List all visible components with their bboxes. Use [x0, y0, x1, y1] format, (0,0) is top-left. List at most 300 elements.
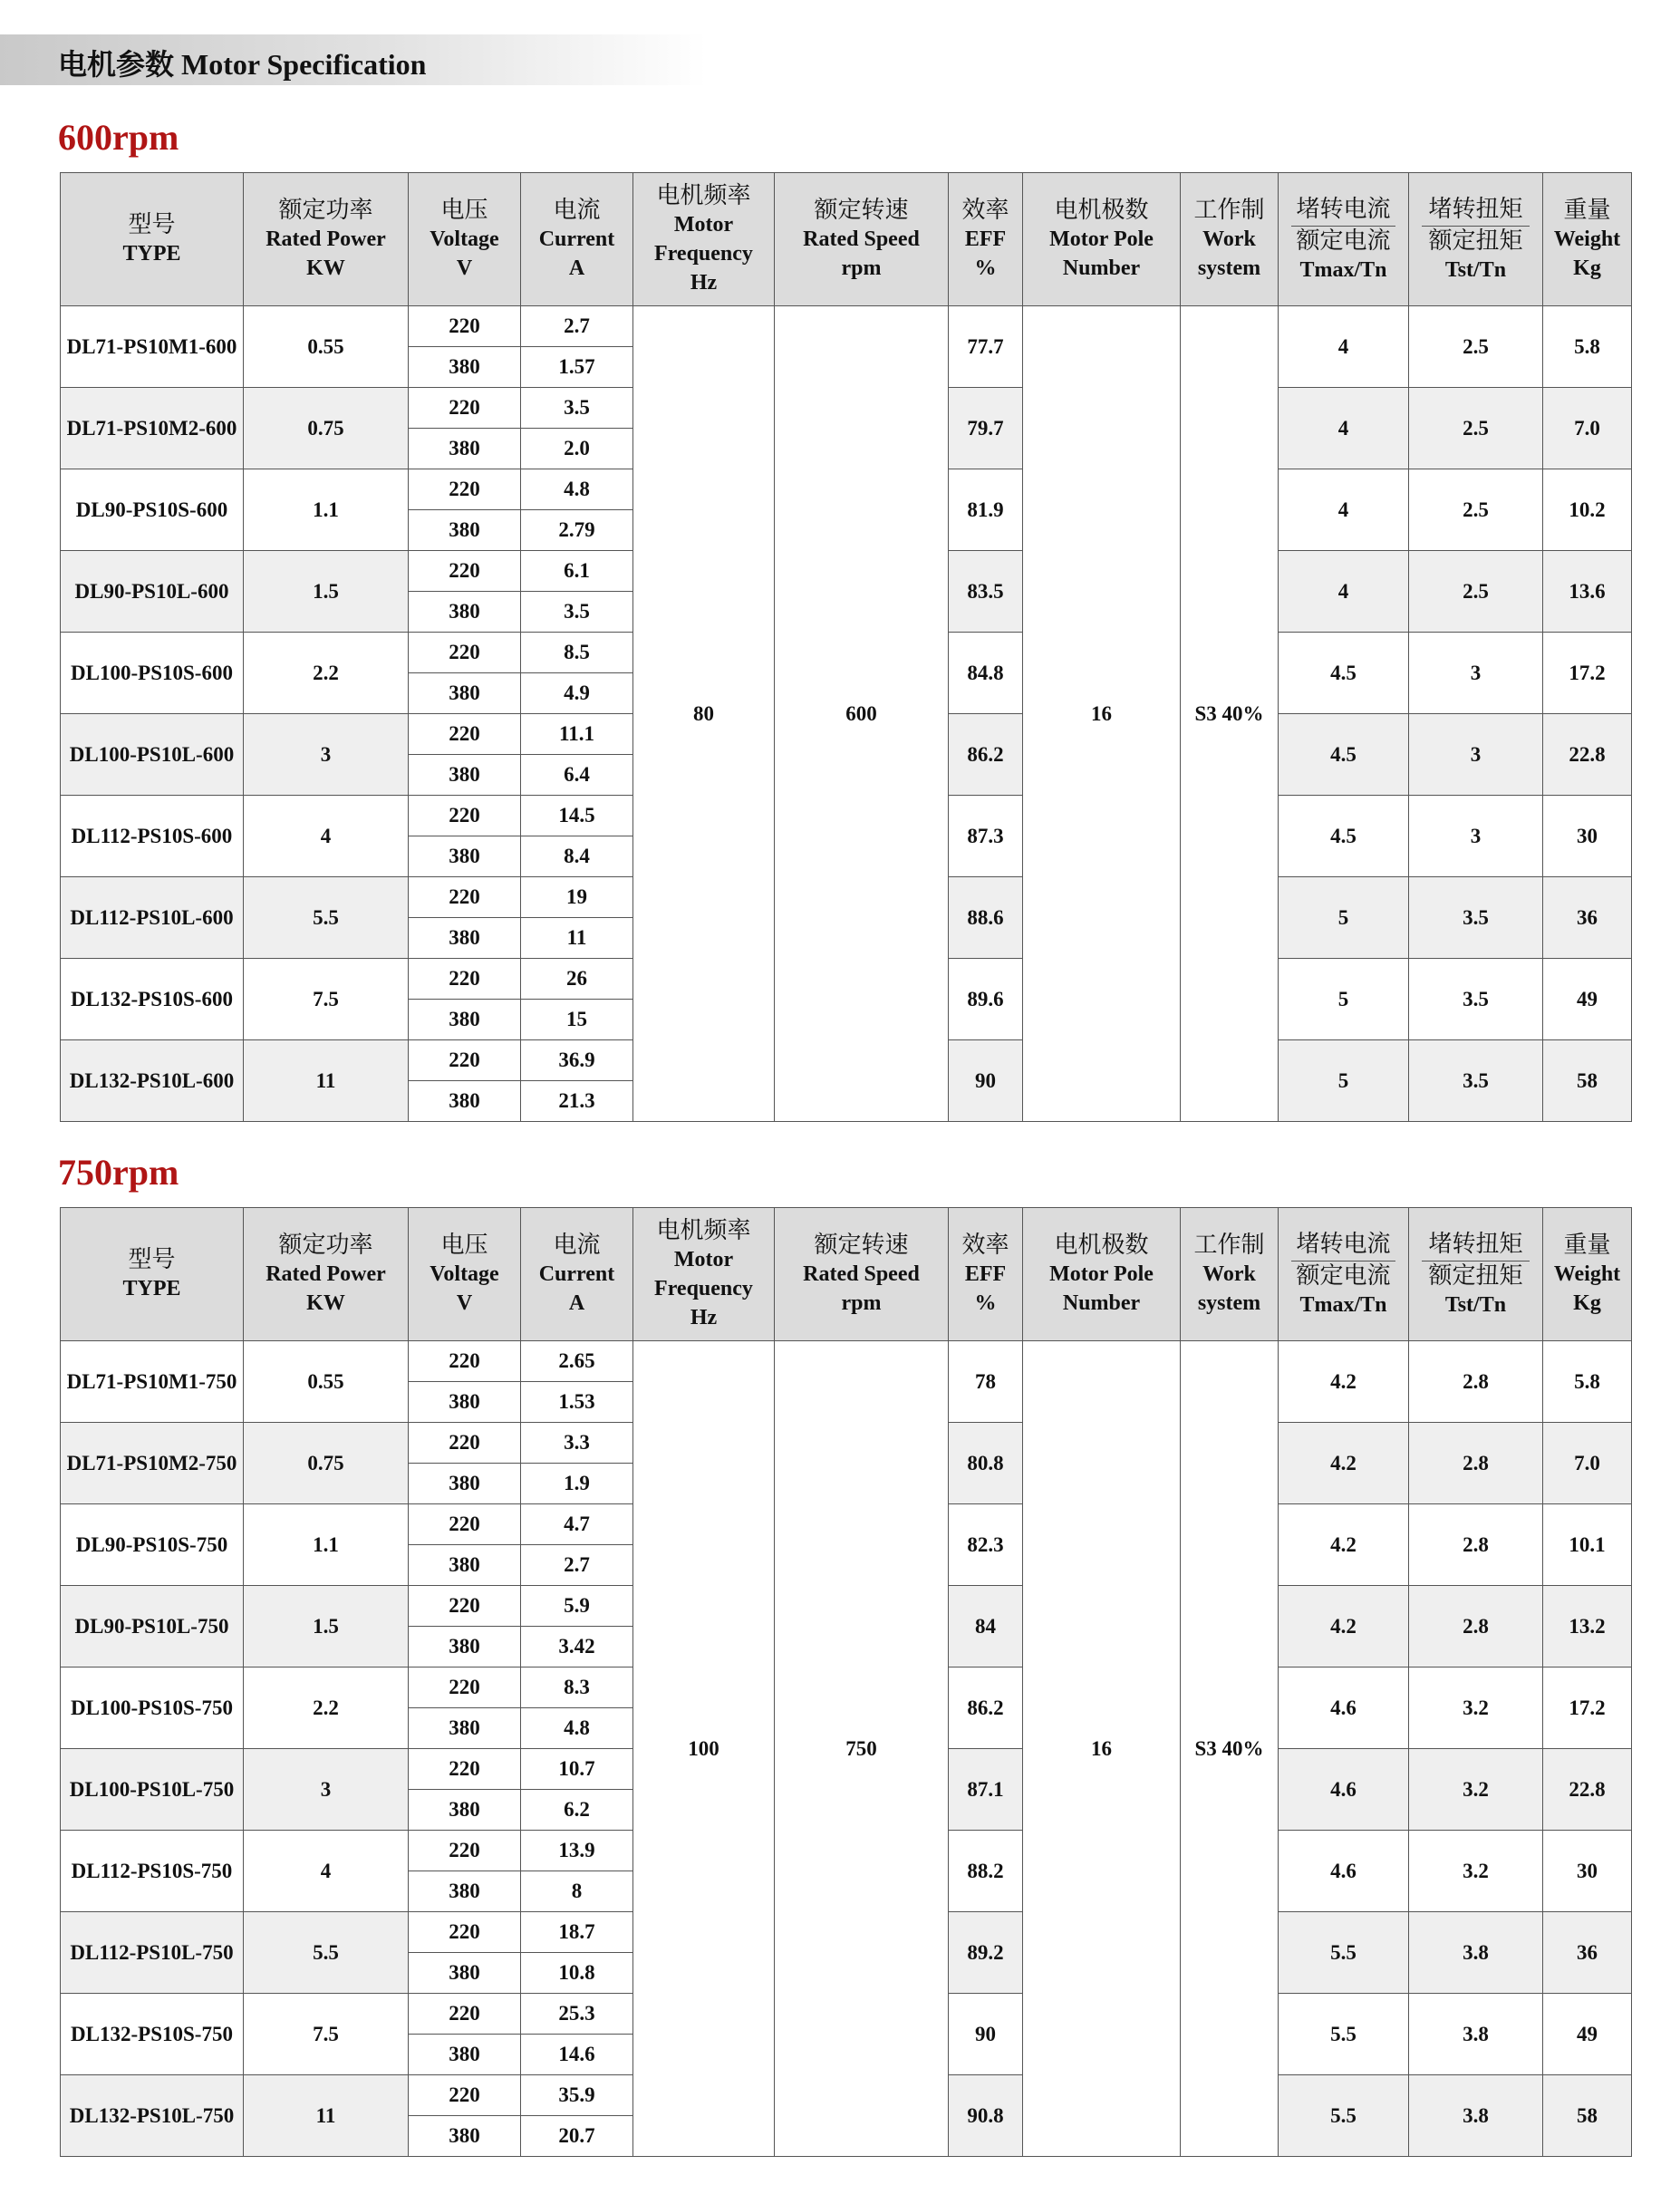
cell-efficiency: 88.6 [949, 877, 1023, 959]
page-header [0, 34, 707, 85]
col-header-motor-poles [1023, 1208, 1181, 1341]
cell-voltage: 220 [409, 1586, 521, 1627]
spec-table-600rpm [60, 172, 1632, 1122]
cell-current: 14.5 [521, 796, 633, 836]
col-header-type-line: TYPE [122, 1277, 181, 1300]
cell-current: 26 [521, 959, 633, 1000]
cell-rated-power: 1.1 [244, 469, 409, 551]
cell-tst-tn: 2.5 [1409, 551, 1543, 633]
cell-voltage: 220 [409, 1668, 521, 1708]
cell-voltage: 380 [409, 1545, 521, 1586]
cell-efficiency: 83.5 [949, 551, 1023, 633]
cell-rated-power: 2.2 [244, 1668, 409, 1749]
cell-weight: 7.0 [1543, 1423, 1632, 1504]
cell-efficiency: 82.3 [949, 1504, 1023, 1586]
cell-type: DL71-PS10M1-750 [61, 1341, 244, 1423]
cell-tst-tn: 3.8 [1409, 1912, 1543, 1994]
col-header-rated-speed-line: 额定转速 [814, 197, 909, 223]
cell-current: 2.79 [521, 510, 633, 551]
cell-voltage: 220 [409, 551, 521, 592]
cell-current: 36.9 [521, 1040, 633, 1081]
cell-current: 4.9 [521, 673, 633, 714]
cell-voltage: 380 [409, 836, 521, 877]
cell-tmax-tn: 4.2 [1279, 1586, 1409, 1668]
cell-type: DL132-PS10L-750 [61, 2075, 244, 2157]
cell-weight: 5.8 [1543, 306, 1632, 388]
cell-type: DL90-PS10L-600 [61, 551, 244, 633]
cell-voltage: 380 [409, 592, 521, 633]
cell-current: 8.5 [521, 633, 633, 673]
cell-current: 15 [521, 1000, 633, 1040]
cell-efficiency: 90.8 [949, 2075, 1023, 2157]
table-row [61, 1341, 1632, 1382]
col-header-rated-power-line: KW [306, 1291, 345, 1315]
col-header-tst-tn-denominator: 额定扭矩 [1428, 227, 1523, 254]
cell-efficiency: 86.2 [949, 1668, 1023, 1749]
cell-current: 1.9 [521, 1464, 633, 1504]
col-header-weight-line: Kg [1573, 1291, 1601, 1315]
cell-frequency: 100 [633, 1341, 775, 2157]
cell-tmax-tn: 4.6 [1279, 1831, 1409, 1912]
col-header-frequency-line: 电机频率 [656, 1217, 751, 1243]
col-header-weight-line: 重量 [1563, 197, 1611, 223]
cell-type: DL132-PS10S-600 [61, 959, 244, 1040]
cell-efficiency: 84 [949, 1586, 1023, 1668]
cell-current: 35.9 [521, 2075, 633, 2116]
col-header-work-system [1181, 173, 1279, 306]
cell-tmax-tn: 4.2 [1279, 1423, 1409, 1504]
table-header [61, 1208, 1632, 1341]
col-header-voltage-line: Voltage [430, 227, 499, 251]
cell-voltage: 220 [409, 306, 521, 347]
cell-frequency: 80 [633, 306, 775, 1122]
col-header-tmax-tn [1279, 1208, 1409, 1341]
cell-current: 2.0 [521, 429, 633, 469]
cell-voltage: 220 [409, 1912, 521, 1953]
cell-work-system: S3 40% [1181, 1341, 1279, 2157]
cell-rated-power: 3 [244, 1749, 409, 1831]
cell-tmax-tn: 5 [1279, 959, 1409, 1040]
col-header-frequency-line: Hz [690, 271, 718, 295]
col-header-rated-speed-line: Rated Speed [803, 227, 920, 251]
cell-voltage: 380 [409, 1953, 521, 1994]
col-header-efficiency-line: 效率 [961, 1232, 1009, 1258]
cell-current: 25.3 [521, 1994, 633, 2035]
col-header-frequency [633, 173, 775, 306]
col-header-work-system-line: system [1197, 1291, 1261, 1315]
cell-rated-power: 4 [244, 796, 409, 877]
cell-current: 21.3 [521, 1081, 633, 1122]
cell-current: 2.7 [521, 1545, 633, 1586]
cell-voltage: 220 [409, 1504, 521, 1545]
cell-weight: 22.8 [1543, 1749, 1632, 1831]
cell-rated-power: 2.2 [244, 633, 409, 714]
cell-weight: 13.6 [1543, 551, 1632, 633]
cell-voltage: 220 [409, 1040, 521, 1081]
cell-voltage: 220 [409, 1749, 521, 1790]
cell-current: 4.8 [521, 1708, 633, 1749]
cell-type: DL112-PS10L-750 [61, 1912, 244, 1994]
col-header-rated-speed [775, 1208, 949, 1341]
cell-weight: 58 [1543, 1040, 1632, 1122]
section-title-750: 750rpm [58, 1152, 179, 1193]
cell-voltage: 220 [409, 1831, 521, 1871]
cell-voltage: 220 [409, 1423, 521, 1464]
cell-tmax-tn: 5.5 [1279, 1994, 1409, 2075]
col-header-voltage-line: V [456, 1291, 473, 1315]
col-header-frequency-line: Motor [673, 213, 734, 237]
cell-tmax-tn: 4 [1279, 551, 1409, 633]
section-title-600: 600rpm [58, 117, 179, 158]
cell-tst-tn: 3.5 [1409, 877, 1543, 959]
cell-tmax-tn: 4.2 [1279, 1341, 1409, 1423]
col-header-current-line: A [568, 256, 585, 280]
cell-current: 2.65 [521, 1341, 633, 1382]
cell-current: 6.1 [521, 551, 633, 592]
cell-efficiency: 86.2 [949, 714, 1023, 796]
col-header-work-system-line: 工作制 [1193, 197, 1265, 223]
cell-tst-tn: 3.5 [1409, 959, 1543, 1040]
cell-weight: 30 [1543, 796, 1632, 877]
cell-work-system: S3 40% [1181, 306, 1279, 1122]
cell-current: 4.7 [521, 1504, 633, 1545]
cell-efficiency: 84.8 [949, 633, 1023, 714]
cell-efficiency: 77.7 [949, 306, 1023, 388]
cell-current: 3.42 [521, 1627, 633, 1668]
cell-tmax-tn: 4.5 [1279, 633, 1409, 714]
cell-rated-power: 7.5 [244, 1994, 409, 2075]
cell-current: 18.7 [521, 1912, 633, 1953]
col-header-tmax-tn-numerator: 堵转电流 [1291, 1230, 1395, 1262]
cell-tst-tn: 2.8 [1409, 1504, 1543, 1586]
cell-voltage: 380 [409, 1382, 521, 1423]
col-header-tst-tn [1409, 1208, 1543, 1341]
col-header-current [521, 1208, 633, 1341]
col-header-rated-speed-line: Rated Speed [803, 1262, 920, 1286]
cell-current: 4.8 [521, 469, 633, 510]
col-header-work-system-line: system [1197, 256, 1261, 280]
cell-current: 3.5 [521, 592, 633, 633]
cell-tmax-tn: 4.2 [1279, 1504, 1409, 1586]
cell-rated-power: 0.55 [244, 1341, 409, 1423]
col-header-tmax-tn-symbol: Tmax/Tn [1299, 1292, 1387, 1317]
cell-current: 13.9 [521, 1831, 633, 1871]
cell-motor-poles: 16 [1023, 1341, 1181, 2157]
col-header-frequency-line: Frequency [654, 1277, 753, 1300]
cell-type: DL132-PS10S-750 [61, 1994, 244, 2075]
cell-tmax-tn: 4.6 [1279, 1668, 1409, 1749]
cell-current: 5.9 [521, 1586, 633, 1627]
cell-weight: 49 [1543, 1994, 1632, 2075]
cell-type: DL90-PS10L-750 [61, 1586, 244, 1668]
col-header-tst-tn [1409, 173, 1543, 306]
col-header-type-line: TYPE [122, 242, 181, 266]
cell-weight: 49 [1543, 959, 1632, 1040]
col-header-frequency-line: 电机频率 [656, 182, 751, 208]
cell-efficiency: 89.6 [949, 959, 1023, 1040]
cell-rated-power: 5.5 [244, 877, 409, 959]
col-header-tst-tn-numerator: 堵转扭矩 [1422, 1230, 1530, 1262]
col-header-tmax-tn [1279, 173, 1409, 306]
cell-voltage: 380 [409, 1000, 521, 1040]
col-header-weight-line: Weight [1553, 227, 1621, 251]
col-header-frequency [633, 1208, 775, 1341]
cell-voltage: 220 [409, 1341, 521, 1382]
cell-type: DL90-PS10S-750 [61, 1504, 244, 1586]
col-header-voltage-line: V [456, 256, 473, 280]
cell-tst-tn: 2.5 [1409, 306, 1543, 388]
col-header-type-line: 型号 [128, 1246, 176, 1272]
cell-tst-tn: 3.8 [1409, 2075, 1543, 2157]
col-header-type [61, 1208, 244, 1341]
col-header-motor-poles-line: Number [1062, 256, 1141, 280]
col-header-tst-tn-numerator: 堵转扭矩 [1422, 195, 1530, 227]
cell-voltage: 220 [409, 1994, 521, 2035]
cell-current: 1.57 [521, 347, 633, 388]
cell-efficiency: 80.8 [949, 1423, 1023, 1504]
cell-current: 3.5 [521, 388, 633, 429]
cell-type: DL112-PS10S-750 [61, 1831, 244, 1912]
cell-tst-tn: 3 [1409, 714, 1543, 796]
cell-type: DL71-PS10M2-750 [61, 1423, 244, 1504]
cell-weight: 13.2 [1543, 1586, 1632, 1668]
col-header-current-line: A [568, 1291, 585, 1315]
cell-tmax-tn: 4 [1279, 306, 1409, 388]
cell-type: DL71-PS10M1-600 [61, 306, 244, 388]
page-title: 电机参数 Motor Specification [58, 48, 427, 81]
cell-voltage: 380 [409, 510, 521, 551]
cell-current: 20.7 [521, 2116, 633, 2157]
cell-rated-power: 3 [244, 714, 409, 796]
cell-voltage: 220 [409, 714, 521, 755]
col-header-efficiency-line: EFF [964, 227, 1007, 251]
cell-weight: 36 [1543, 1912, 1632, 1994]
cell-voltage: 380 [409, 918, 521, 959]
cell-voltage: 380 [409, 429, 521, 469]
col-header-tmax-tn-denominator: 额定电流 [1296, 1262, 1391, 1289]
col-header-weight [1543, 173, 1632, 306]
col-header-tmax-tn-numerator: 堵转电流 [1291, 195, 1395, 227]
col-header-motor-poles-line: Motor Pole [1049, 1262, 1154, 1286]
cell-tst-tn: 3.8 [1409, 1994, 1543, 2075]
cell-current: 2.7 [521, 306, 633, 347]
col-header-efficiency-line: EFF [964, 1262, 1007, 1286]
col-header-frequency-line: Hz [690, 1306, 718, 1329]
cell-efficiency: 81.9 [949, 469, 1023, 551]
col-header-efficiency-line: 效率 [961, 197, 1009, 223]
cell-voltage: 380 [409, 1790, 521, 1831]
spec-table-750rpm [60, 1207, 1632, 2157]
cell-voltage: 220 [409, 959, 521, 1000]
col-header-voltage-line: Voltage [430, 1262, 499, 1286]
col-header-rated-speed [775, 173, 949, 306]
cell-voltage: 380 [409, 1708, 521, 1749]
col-header-type [61, 173, 244, 306]
cell-current: 6.4 [521, 755, 633, 796]
cell-current: 14.6 [521, 2035, 633, 2075]
cell-voltage: 380 [409, 1871, 521, 1912]
cell-efficiency: 89.2 [949, 1912, 1023, 1994]
col-header-rated-power-line: Rated Power [266, 1262, 386, 1286]
cell-weight: 7.0 [1543, 388, 1632, 469]
cell-type: DL71-PS10M2-600 [61, 388, 244, 469]
cell-efficiency: 88.2 [949, 1831, 1023, 1912]
cell-tmax-tn: 4.5 [1279, 796, 1409, 877]
cell-tmax-tn: 5 [1279, 877, 1409, 959]
col-header-work-system-line: Work [1202, 227, 1256, 251]
cell-tst-tn: 3 [1409, 633, 1543, 714]
cell-type: DL100-PS10S-600 [61, 633, 244, 714]
cell-tst-tn: 2.5 [1409, 388, 1543, 469]
col-header-rated-power-line: KW [306, 256, 345, 280]
cell-voltage: 220 [409, 2075, 521, 2116]
cell-tst-tn: 3.2 [1409, 1831, 1543, 1912]
cell-rated-power: 0.75 [244, 1423, 409, 1504]
col-header-current-line: Current [538, 227, 615, 251]
cell-voltage: 380 [409, 2116, 521, 2157]
cell-tmax-tn: 4 [1279, 469, 1409, 551]
cell-current: 6.2 [521, 1790, 633, 1831]
cell-voltage: 380 [409, 755, 521, 796]
table-header [61, 173, 1632, 306]
col-header-efficiency-line: % [974, 1291, 997, 1315]
cell-tmax-tn: 4 [1279, 388, 1409, 469]
cell-tst-tn: 3 [1409, 796, 1543, 877]
cell-current: 8 [521, 1871, 633, 1912]
col-header-efficiency [949, 1208, 1023, 1341]
cell-current: 19 [521, 877, 633, 918]
cell-efficiency: 90 [949, 1994, 1023, 2075]
cell-current: 1.53 [521, 1382, 633, 1423]
col-header-tst-tn-denominator: 额定扭矩 [1428, 1262, 1523, 1289]
col-header-voltage-line: 电压 [440, 197, 488, 223]
cell-tmax-tn: 4.6 [1279, 1749, 1409, 1831]
cell-tst-tn: 2.8 [1409, 1341, 1543, 1423]
cell-current: 8.4 [521, 836, 633, 877]
cell-weight: 30 [1543, 1831, 1632, 1912]
cell-rated-power: 4 [244, 1831, 409, 1912]
table-body [61, 306, 1632, 1122]
cell-tst-tn: 2.5 [1409, 469, 1543, 551]
cell-tst-tn: 3.2 [1409, 1668, 1543, 1749]
col-header-rated-power-line: Rated Power [266, 227, 386, 251]
cell-rated-speed: 750 [775, 1341, 949, 2157]
col-header-voltage [409, 1208, 521, 1341]
col-header-motor-poles-line: 电机极数 [1054, 197, 1149, 223]
cell-rated-power: 1.5 [244, 551, 409, 633]
cell-current: 11.1 [521, 714, 633, 755]
col-header-efficiency [949, 173, 1023, 306]
col-header-motor-poles-line: 电机极数 [1054, 1232, 1149, 1258]
cell-tst-tn: 2.8 [1409, 1586, 1543, 1668]
col-header-tst-tn-symbol: Tst/Tn [1444, 1292, 1507, 1317]
cell-weight: 10.2 [1543, 469, 1632, 551]
col-header-frequency-line: Motor [673, 1248, 734, 1271]
cell-weight: 58 [1543, 2075, 1632, 2157]
header-row [61, 1208, 1632, 1341]
cell-voltage: 220 [409, 877, 521, 918]
cell-tst-tn: 2.8 [1409, 1423, 1543, 1504]
cell-voltage: 220 [409, 796, 521, 836]
col-header-rated-power-line: 额定功率 [278, 1232, 373, 1258]
cell-voltage: 380 [409, 347, 521, 388]
col-header-rated-speed-line: 额定转速 [814, 1232, 909, 1258]
cell-tmax-tn: 5 [1279, 1040, 1409, 1122]
cell-current: 8.3 [521, 1668, 633, 1708]
col-header-motor-poles-line: Number [1062, 1291, 1141, 1315]
col-header-rated-speed-line: rpm [841, 1291, 882, 1315]
col-header-voltage-line: 电压 [440, 1232, 488, 1258]
cell-weight: 17.2 [1543, 1668, 1632, 1749]
col-header-work-system [1181, 1208, 1279, 1341]
cell-rated-power: 0.55 [244, 306, 409, 388]
col-header-rated-speed-line: rpm [841, 256, 882, 280]
col-header-tmax-tn-denominator: 额定电流 [1296, 227, 1391, 254]
cell-weight: 10.1 [1543, 1504, 1632, 1586]
col-header-efficiency-line: % [974, 256, 997, 280]
cell-type: DL100-PS10L-600 [61, 714, 244, 796]
col-header-frequency-line: Frequency [654, 242, 753, 266]
cell-efficiency: 78 [949, 1341, 1023, 1423]
cell-rated-power: 11 [244, 2075, 409, 2157]
col-header-motor-poles-line: Motor Pole [1049, 227, 1154, 251]
cell-efficiency: 87.3 [949, 796, 1023, 877]
cell-tst-tn: 3.2 [1409, 1749, 1543, 1831]
table-body [61, 1341, 1632, 2157]
cell-tmax-tn: 5.5 [1279, 2075, 1409, 2157]
col-header-current-line: Current [538, 1262, 615, 1286]
cell-efficiency: 87.1 [949, 1749, 1023, 1831]
cell-type: DL100-PS10S-750 [61, 1668, 244, 1749]
table-row [61, 306, 1632, 347]
col-header-type-line: 型号 [128, 211, 176, 237]
cell-current: 10.7 [521, 1749, 633, 1790]
col-header-weight [1543, 1208, 1632, 1341]
cell-type: DL132-PS10L-600 [61, 1040, 244, 1122]
cell-tmax-tn: 5.5 [1279, 1912, 1409, 1994]
cell-weight: 22.8 [1543, 714, 1632, 796]
cell-rated-power: 5.5 [244, 1912, 409, 1994]
cell-tmax-tn: 4.5 [1279, 714, 1409, 796]
col-header-rated-power-line: 额定功率 [278, 197, 373, 223]
col-header-work-system-line: 工作制 [1193, 1232, 1265, 1258]
cell-voltage: 220 [409, 469, 521, 510]
col-header-tst-tn-symbol: Tst/Tn [1444, 257, 1507, 282]
cell-efficiency: 79.7 [949, 388, 1023, 469]
cell-voltage: 220 [409, 633, 521, 673]
cell-voltage: 380 [409, 1627, 521, 1668]
col-header-rated-power [244, 1208, 409, 1341]
col-header-current [521, 173, 633, 306]
cell-rated-power: 1.1 [244, 1504, 409, 1586]
cell-rated-power: 0.75 [244, 388, 409, 469]
col-header-rated-power [244, 173, 409, 306]
cell-tst-tn: 3.5 [1409, 1040, 1543, 1122]
cell-voltage: 380 [409, 1081, 521, 1122]
cell-type: DL112-PS10S-600 [61, 796, 244, 877]
cell-weight: 36 [1543, 877, 1632, 959]
cell-current: 11 [521, 918, 633, 959]
col-header-current-line: 电流 [553, 1232, 601, 1258]
cell-type: DL100-PS10L-750 [61, 1749, 244, 1831]
cell-type: DL112-PS10L-600 [61, 877, 244, 959]
cell-rated-speed: 600 [775, 306, 949, 1122]
cell-motor-poles: 16 [1023, 306, 1181, 1122]
cell-current: 10.8 [521, 1953, 633, 1994]
cell-rated-power: 11 [244, 1040, 409, 1122]
cell-voltage: 220 [409, 388, 521, 429]
cell-type: DL90-PS10S-600 [61, 469, 244, 551]
